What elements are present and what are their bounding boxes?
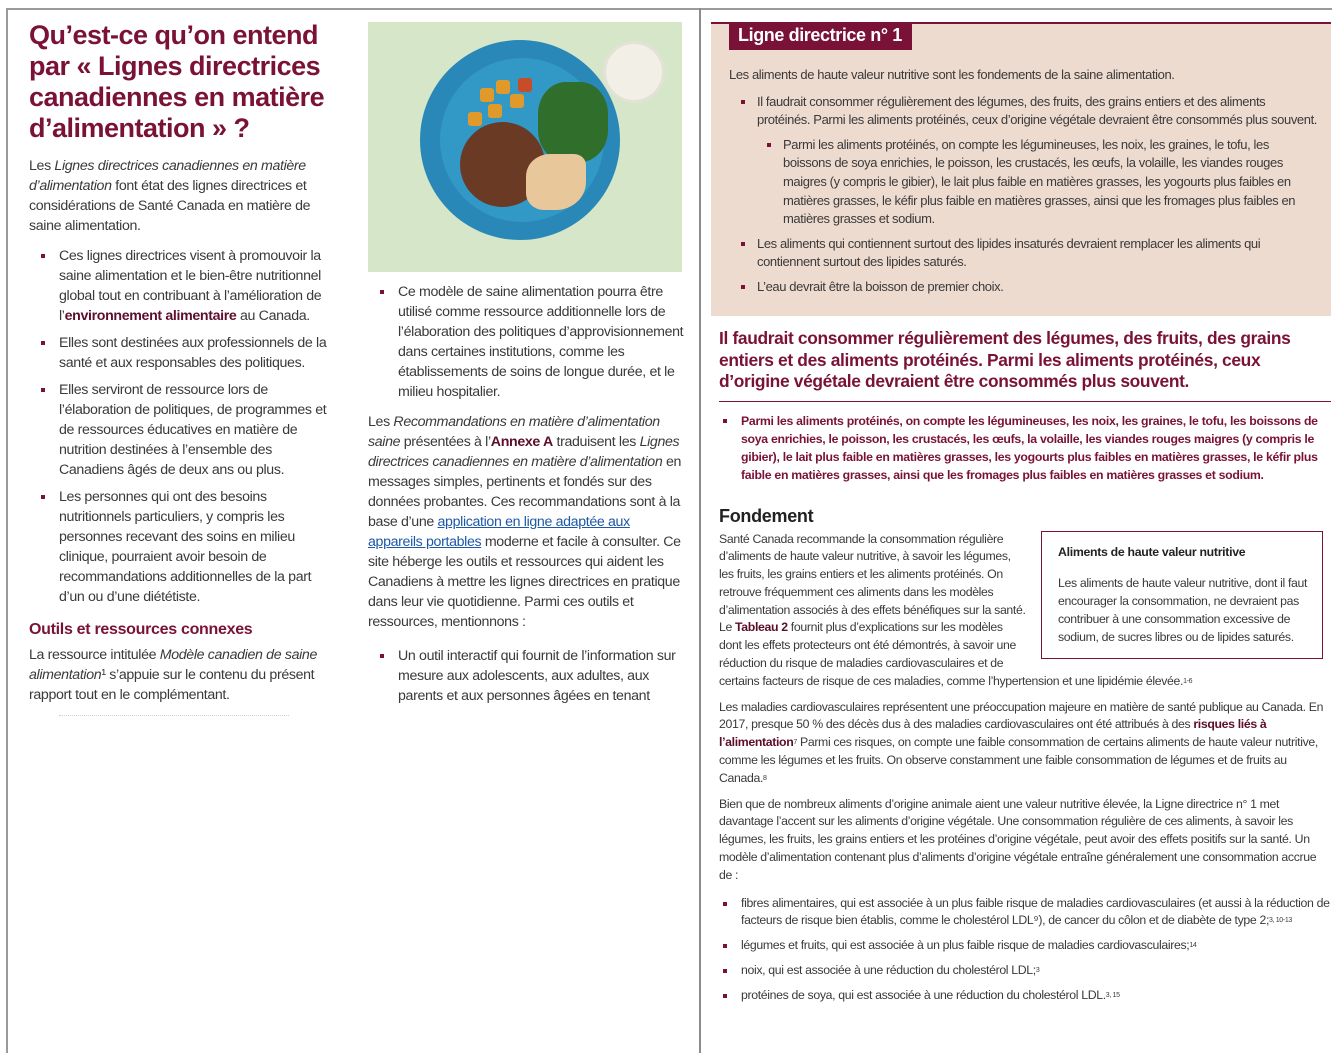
- tools-list: [368, 646, 684, 706]
- list-item: L’eau devrait être la boisson de premier choix.: [729, 278, 1317, 297]
- section-heading: Il faudrait consommer régulièrement des légumes, des fruits, des grains entiers et des aliments protéinés. Parmi les aliments protéinés, ceux d’origine végétale devraient être consommés plus souvent.: [719, 328, 1291, 391]
- recommendations-paragraph: Les Recommandations en matière d’alimentation saine présentées à l’Annexe A traduisent les Lignes directrices canadiennes en matière d’alimentation en messages simples, pertinents et fondés sur des données probantes. Ces recommandations sont à la base d’une application en ligne adaptée aux appareils portables moderne et facile à consulter. Ce site héberge les outils et ressources qui aident les Canadiens à mettre les lignes directrices en pratique dans leur vie quotidienne. Parmi ces outils et ressources, mentionnons :: [368, 414, 682, 630]
- cut-off-line: [59, 715, 289, 722]
- list-item: noix, qui est associée à une réduction du cholestérol LDL;$^3$: [711, 962, 1331, 980]
- column-right: [711, 22, 1331, 1012]
- column-left: [29, 20, 334, 722]
- subheading-tools: Outils et ressources connexes: [29, 621, 253, 638]
- food-plate-image: [368, 22, 682, 272]
- greens: [538, 82, 608, 162]
- guideline-lead: Les aliments de haute valeur nutritive sont les fondements de la saine alimentation.: [729, 67, 1175, 82]
- list-item: Ces lignes directrices visent à promouvoir la saine alimentation et le bien-être nutritionnel global tout en contribuant à l’amélioration de l’environnement alimentaire au Canada.: [29, 246, 334, 326]
- fondement-body: [719, 531, 1331, 691]
- resource-paragraph: La ressource intitulée Modèle canadien de saine alimentation¹ s’appuie sur le contenu du présent rapport tout en le complémentant.: [29, 647, 317, 703]
- list-item: Il faudrait consommer régulièrement des légumes, des fruits, des grains entiers et des aliments protéinés. Parmi les aliments protéinés, ceux d’origine végétale devraient être consommés plus souvent. Parmi les aliments protéinés, on compte les légumineuses, les noix, les graines, le tofu, les boissons de soya enrichies, le poisson, les crustacés, les œufs, la volaille, les viandes rouges maigres (y compris le gibier), le lait plus faible en matières grasses, les yogourts plus faibles en matières grasses, le kéfir plus faible en matières grasses, ainsi que les fromages plus faibles en matières grasses et sodium.: [729, 93, 1317, 229]
- intro-paragraph: Les Lignes directrices canadiennes en matière d’alimentation font état des lignes directrices et considérations de Santé Canada en matière de saine alimentation.: [29, 158, 311, 234]
- list-item: légumes et fruits, qui est associée à un plus faible risque de maladies cardiovasculaires;$^{14}$: [711, 937, 1331, 955]
- page-divider: [699, 8, 701, 1053]
- drink-cup: [606, 44, 662, 100]
- chicken: [526, 154, 586, 210]
- list-item: Un outil interactif qui fournit de l’information sur mesure aux adolescents, aux adultes, aux parents et aux personnes âgées en tenant: [368, 646, 684, 706]
- page-title: Qu’est-ce qu’on entend par « Lignes directrices canadiennes en matière d’alimentation » ?: [29, 20, 325, 143]
- diet-risks-link[interactable]: risques liés à l’alimentation: [719, 717, 1267, 750]
- red-list: [711, 412, 1331, 484]
- fondement-heading: Fondement: [719, 505, 814, 526]
- online-app-link[interactable]: application en ligne adaptée aux appareils portables: [368, 514, 630, 550]
- column-middle: [368, 22, 684, 713]
- box-text: Les aliments de haute valeur nutritive, dont il faut encourager la consommation, ne devraient pas contribuer à une consommation excessive de sodium, de sucres libres ou de lipides saturés.: [1058, 576, 1308, 644]
- list-item: Ce modèle de saine alimentation pourra être utilisé comme ressource additionnelle lors de l’élaboration des politiques d’approvisionnement dans certaines institutions, comme les établissements de soins de longue durée, et le milieu hospitalier.: [368, 282, 684, 402]
- heading-rule: [719, 401, 1331, 402]
- list-item: Elles sont destinées aux professionnels de la santé et aux responsables des politiques.: [29, 333, 334, 373]
- nutritive-foods-box: [1041, 531, 1323, 659]
- guideline-box: [711, 22, 1331, 316]
- list-item: Parmi les aliments protéinés, on compte les légumineuses, les noix, les graines, le tofu, les boissons de soya enrichies, le poisson, les crustacés, les œufs, la volaille, les viandes rouges maigres (y compris le gibier), le lait plus faible en matières grasses, les yogourts plus faibles en matières grasses, le kéfir plus faible en matières grasses, ainsi que les fromages plus faibles en matières grasses et sodium.: [711, 412, 1331, 484]
- cardio-paragraph: Les maladies cardiovasculaires représentent une préoccupation majeure en matière de santé publique au Canada. En 2017, presque 50 % des décès dus à des maladies cardiovasculaires ont été attribués à des risques liés à l’alimentation$^7$ Parmi ces risques, on compte une faible consommation de certains aliments de haute valeur nutritive, comme les légumes et les fruits. On observe constamment une faible consommation de légumes et de fruits au Canada.$^8$: [719, 699, 1324, 785]
- model-list: [368, 282, 684, 402]
- list-item: fibres alimentaires, qui est associée à un plus faible risque de maladies cardiovasculaires (et aussi à la réduction de facteurs de risque bien établis, comme le cholestérol LDL⁹), de cancer du côlon et de diabète de type 2;$^{3, 10-13}$: [711, 895, 1331, 931]
- intro-list: [29, 246, 334, 607]
- guideline-list: [729, 93, 1317, 297]
- guideline-tag: Ligne directrice n° 1: [729, 22, 912, 50]
- environment-link-text[interactable]: environnement alimentaire: [64, 308, 237, 324]
- fondement-paragraph: Santé Canada recommande la consommation régulière d’aliments de haute valeur nutritive, à savoir les légumes, les fruits, les grains entiers et les aliments protéinés. On retrouve fréquemment ces aliments dans les modèles d’alimentation associés à des effets bénéfiques sur la santé. Le Tableau 2 fournit plus d’explications sur les modèles dont les effets protecteurs ont été démontrés, à savoir une réduction du risque de maladies cardiovasculaires et de certains facteurs de risque de ces maladies, comme l’hypertension et une lipidémie élevée.$^{1-6}$: [719, 531, 1193, 688]
- plant-paragraph: Bien que de nombreux aliments d’origine animale aient une valeur nutritive élevée, la Ligne directrice n° 1 met davantage l’accent sur les aliments d’origine végétale. Une consommation régulière de ces aliments, à savoir les légumes, les fruits, les grains entiers et les protéines d’origine végétale, peut avoir des effets positifs sur la santé. Un modèle d’alimentation contenant plus d’aliments d’origine végétale entraîne généralement une consommation accrue de :: [719, 796, 1317, 882]
- list-item: Les personnes qui ont des besoins nutritionnels particuliers, y compris les personnes recevant des soins en milieu clinique, pourraient avoir besoin de recommandations additionnelles de la part d’un ou d’une diététiste.: [29, 487, 334, 607]
- list-item: Parmi les aliments protéinés, on compte les légumineuses, les noix, les graines, le tofu, les boissons de soya enrichies, le poisson, les crustacés, les œufs, la volaille, les viandes rouges maigres (y compris le gibier), le lait plus faible en matières grasses, les yogourts plus faibles en matières grasses, le kéfir plus faible en matières grasses, ainsi que les fromages plus faibles en matières grasses et sodium.: [757, 136, 1317, 229]
- table-2-link[interactable]: Tableau 2: [735, 620, 788, 635]
- annex-a-link[interactable]: Annexe A: [490, 434, 553, 450]
- list-item: protéines de soya, qui est associée à une réduction du cholestérol LDL.$^{3, 15}$: [711, 987, 1331, 1005]
- benefits-list: [711, 895, 1331, 1005]
- box-title: Aliments de haute valeur nutritive: [1058, 544, 1246, 559]
- list-item: Les aliments qui contiennent surtout des lipides insaturés devraient remplacer les aliments qui contiennent surtout des lipides saturés.: [729, 235, 1317, 272]
- list-item: Elles serviront de ressource lors de l’élaboration de politiques, de programmes et de ressources éducatives en matière de nutrition destinées à l’ensemble des Canadiens âgés de deux ans ou plus.: [29, 380, 334, 480]
